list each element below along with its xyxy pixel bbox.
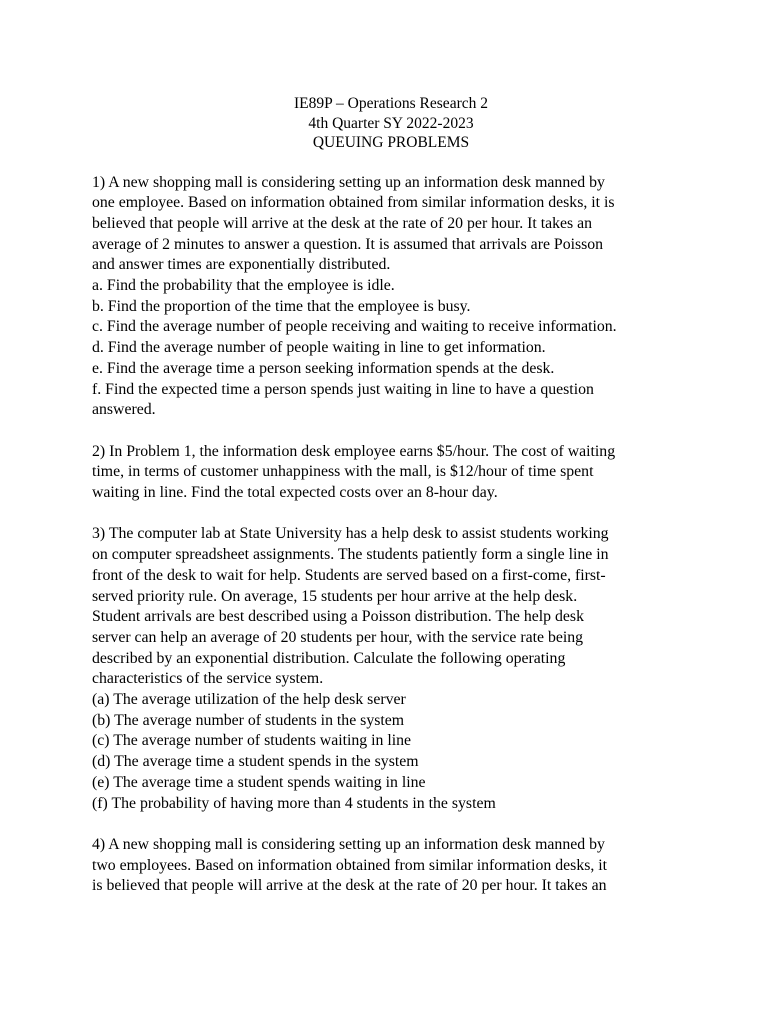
question-item: (d) The average time a student spends in the system	[92, 753, 419, 771]
text-line: Student arrivals are best described using a Poisson distribution. The help desk	[92, 608, 584, 626]
text-line: one employee. Based on information obtained from similar information desks, it is	[92, 194, 615, 212]
question-item: c. Find the average number of people receiving and waiting to receive information.	[92, 318, 617, 336]
text-line: on computer spreadsheet assignments. The students patiently form a single line in	[92, 546, 609, 564]
text-line: two employees. Based on information obtained from similar information desks, it	[92, 856, 608, 874]
question-item: a. Find the probability that the employee is idle.	[92, 277, 395, 295]
question-item: (b) The average number of students in the system	[92, 711, 405, 729]
text-line: described by an exponential distribution. Calculate the following operating	[92, 649, 566, 667]
text-line: 2) In Problem 1, the information desk employee earns $5/hour. The cost of waiting	[92, 442, 616, 460]
text-line: answered.	[92, 401, 156, 419]
problem-4	[92, 835, 682, 897]
question-item: f. Find the expected time a person spends just waiting in line to have a question	[92, 380, 594, 398]
question-item: (a) The average utilization of the help desk server	[92, 691, 406, 709]
text-line: 4) A new shopping mall is considering setting up an information desk manned by	[92, 835, 605, 853]
text-line: 1) A new shopping mall is considering setting up an information desk manned by	[92, 173, 605, 191]
question-item: (e) The average time a student spends waiting in line	[92, 773, 426, 791]
text-line: waiting in line. Find the total expected costs over an 8-hour day.	[92, 484, 498, 502]
problem-2	[92, 442, 682, 504]
question-item: (f) The probability of having more than 4 students in the system	[92, 794, 496, 812]
question-item: d. Find the average number of people waiting in line to get information.	[92, 339, 546, 357]
text-line: front of the desk to wait for help. Students are served based on a first-come, first-	[92, 566, 606, 584]
problem-3	[92, 524, 682, 814]
text-line: believed that people will arrive at the desk at the rate of 20 per hour. It takes an	[92, 214, 593, 232]
text-line: average of 2 minutes to answer a question. It is assumed that arrivals are Poisson	[92, 235, 604, 253]
problem-list	[92, 173, 682, 898]
text-line: and answer times are exponentially distributed.	[92, 256, 391, 274]
text-line: time, in terms of customer unhappiness with the mall, is $12/hour of time spent	[92, 463, 594, 481]
document-title: QUEUING PROBLEMS	[312, 134, 470, 151]
question-item: (c) The average number of students waiting in line	[92, 732, 412, 750]
text-line: 3) The computer lab at State University has a help desk to assist students working	[92, 525, 609, 543]
question-item: e. Find the average time a person seeking information spends at the desk.	[92, 359, 555, 377]
text-line: is believed that people will arrive at the desk at the rate of 20 per hour. It takes an	[92, 877, 607, 895]
question-item: b. Find the proportion of the time that the employee is busy.	[92, 297, 471, 315]
course-title: IE89P – Operations Research 2	[294, 95, 488, 112]
text-line: characteristics of the service system.	[92, 670, 324, 688]
text-line: served priority rule. On average, 15 students per hour arrive at the help desk.	[92, 587, 578, 605]
term-label: 4th Quarter SY 2022-2023	[308, 114, 474, 132]
text-line: server can help an average of 20 students per hour, with the service rate being	[92, 628, 584, 646]
document-header	[92, 94, 690, 153]
problem-1	[92, 173, 682, 421]
